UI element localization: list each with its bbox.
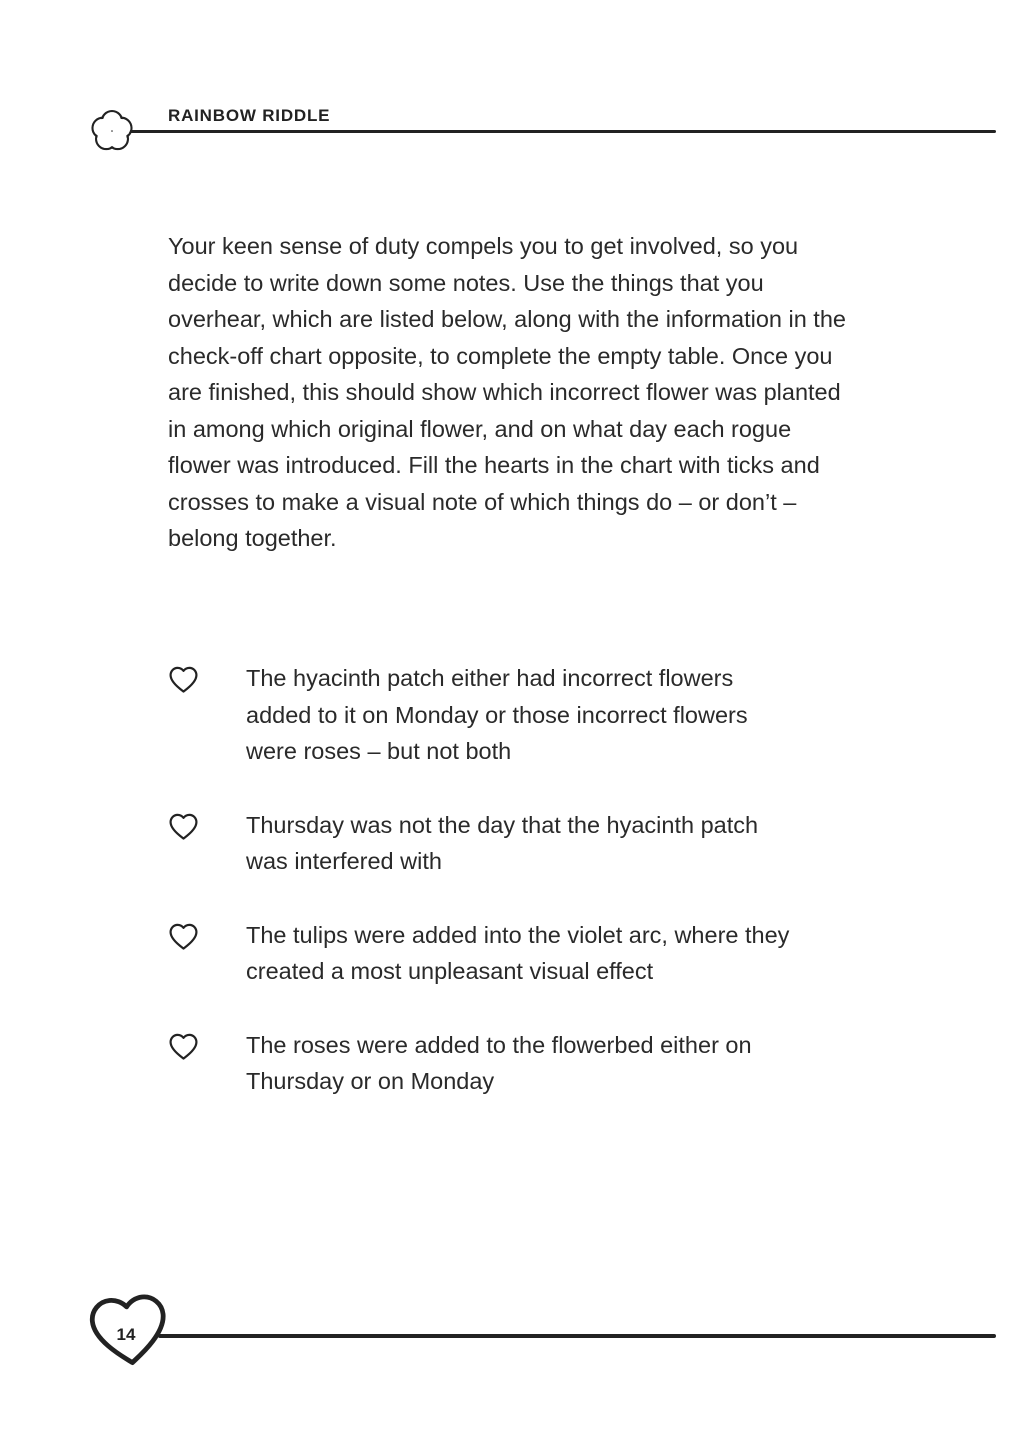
heart-icon: [168, 812, 199, 841]
page-number: 14: [116, 1325, 136, 1344]
list-item: [168, 660, 808, 770]
list-item: [168, 807, 808, 880]
clue-text: Thursday was not the day that the hyacinth patch was interfered with: [246, 811, 759, 874]
flower-icon: [84, 104, 140, 158]
header-divider-line: [112, 130, 996, 133]
page-title: RAINBOW RIDDLE: [168, 106, 331, 125]
heart-icon: [168, 1032, 199, 1061]
footer-divider-line: [158, 1334, 996, 1338]
list-item: [168, 1027, 808, 1100]
clue-list: [168, 660, 808, 1100]
clue-text: The tulips were added into the violet arc, where they created a most unpleasant visual effect: [246, 921, 790, 984]
heart-icon: [168, 665, 199, 694]
clue-text: The roses were added to the flowerbed either on Thursday or on Monday: [246, 1031, 752, 1094]
list-item: [168, 917, 808, 990]
heart-icon: [168, 922, 199, 951]
clue-text: The hyacinth patch either had incorrect flowers added to it on Monday or those incorrect flowers were roses – but not both: [246, 665, 748, 764]
intro-paragraph: Your keen sense of duty compels you to get involved, so you decide to write down some notes. Use the things that you overhear, which are listed below, along with the information in the check-off chart opposite, to complete the empty table. Once you are finished, this should show which incorrect flower was planted in among which original flower, and on what day each rogue flower was introduced. Fill the hearts in the chart with ticks and crosses to make a visual note of which things do – or don’t – belong together.: [168, 233, 846, 551]
